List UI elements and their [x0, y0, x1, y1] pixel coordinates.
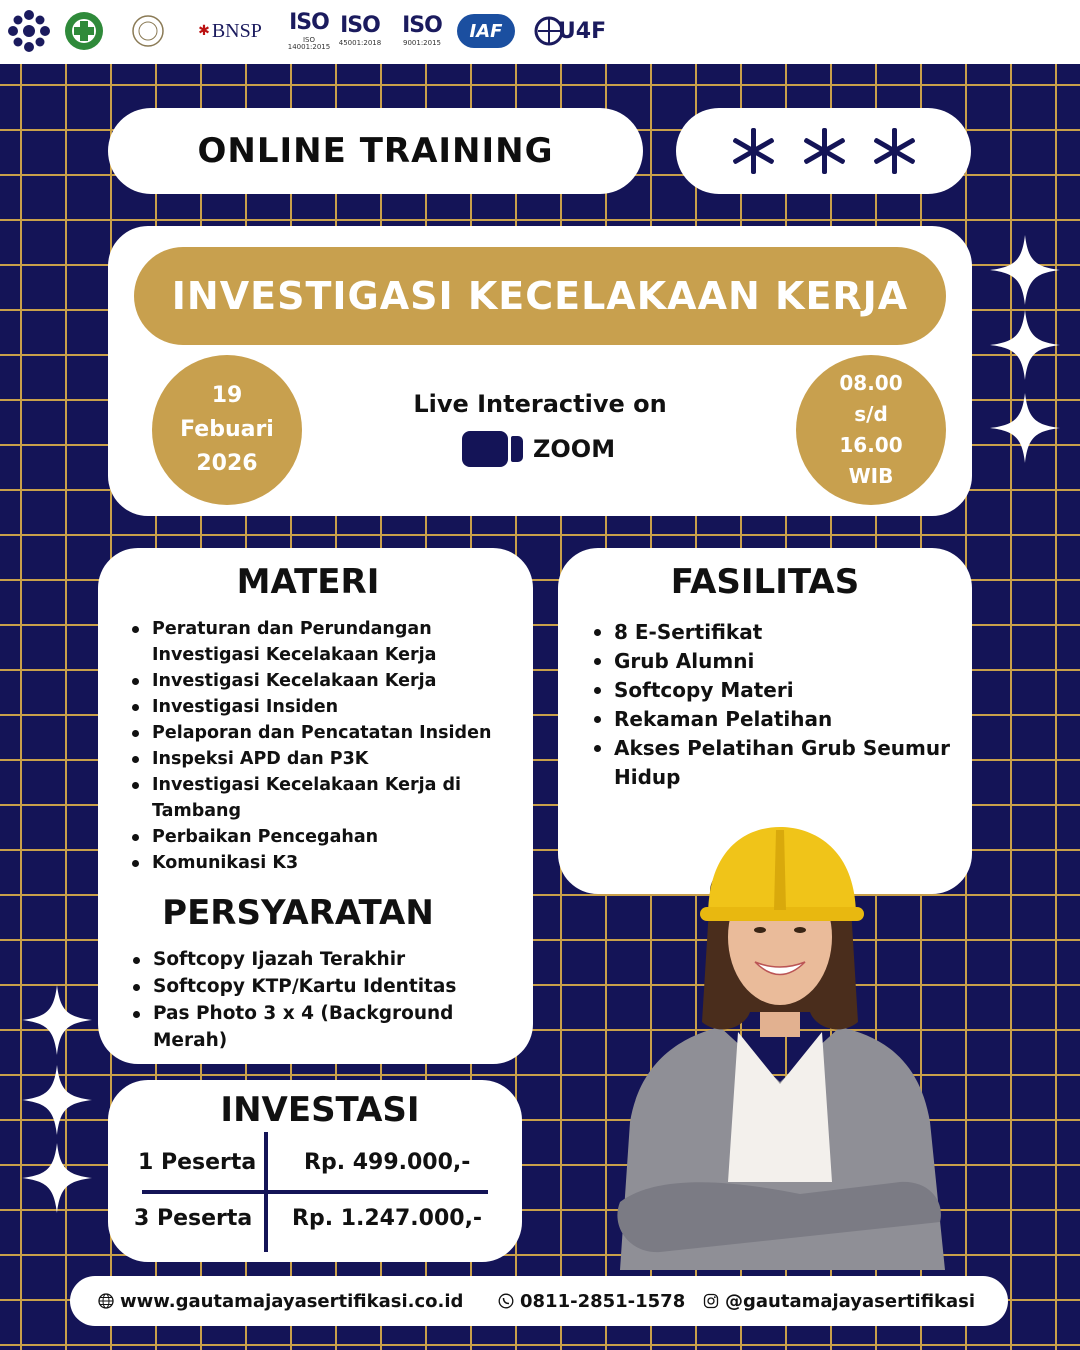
list-item: Rekaman Pelatihan	[592, 705, 952, 734]
materi-heading: MATERI	[236, 562, 380, 602]
website-link[interactable]: www.gautamajayasertifikasi.co.id	[98, 1291, 498, 1312]
list-item: Inspeksi APD dan P3K	[130, 746, 510, 772]
table-divider-horizontal	[142, 1190, 488, 1194]
materi-list	[130, 616, 510, 876]
list-item: Softcopy Ijazah Terakhir	[131, 946, 471, 973]
page-title: ONLINE TRAINING	[197, 131, 554, 171]
course-title: INVESTIGASI KECELAKAAN KERJA	[171, 274, 909, 318]
zoom-camera-icon	[462, 431, 508, 467]
whatsapp-icon	[498, 1293, 514, 1309]
sparkle-stars-right	[990, 235, 1060, 465]
list-item: Investigasi Kecelakaan Kerja di Tambang	[130, 772, 510, 824]
online-training-pill	[108, 108, 643, 194]
price-value-3: Rp. 1.247.000,-	[292, 1206, 483, 1231]
time-end: 16.00	[839, 433, 903, 457]
asterisk-icon	[730, 128, 776, 174]
list-item: Komunikasi K3	[130, 850, 510, 876]
globe-icon	[98, 1293, 114, 1309]
time-badge	[796, 355, 946, 505]
list-item: 8 E-Sertifikat	[592, 618, 952, 647]
list-item: Investigasi Kecelakaan Kerja	[130, 668, 510, 694]
list-item: Pelaporan dan Pencatatan Insiden	[130, 720, 510, 746]
iso-45001-logo: ISO 45001:2018	[338, 13, 382, 47]
fasilitas-heading: FASILITAS	[670, 562, 860, 602]
iso-9001-logo: ISO 9001:2015	[402, 13, 442, 47]
date-year: 2026	[196, 451, 258, 476]
time-zone: WIB	[848, 464, 894, 488]
list-item: Akses Pelatihan Grub Seumur Hidup	[592, 734, 952, 792]
u4f-logo: U4F	[530, 8, 610, 54]
date-month: Febuari	[180, 417, 274, 442]
investasi-heading: INVESTASI	[220, 1090, 420, 1130]
date-day: 19	[211, 383, 243, 408]
zoom-platform	[462, 430, 615, 468]
zoom-label: ZOOM	[533, 435, 616, 463]
sparkle-stars-left	[22, 985, 92, 1215]
fasilitas-list	[592, 618, 952, 792]
list-item: Peraturan dan Perundangan Investigasi Kecelakaan Kerja	[130, 616, 510, 668]
contact-footer	[70, 1276, 1008, 1326]
k3-cross-icon	[62, 8, 106, 54]
list-item: Perbaikan Pencegahan	[130, 824, 510, 850]
bnsp-logo: ✱ BNSP	[198, 19, 262, 42]
time-start: 08.00	[839, 371, 903, 395]
logo-bar	[0, 0, 1080, 64]
list-item: Grub Alumni	[592, 647, 952, 676]
time-separator: s/d	[854, 402, 888, 426]
iaf-logo: IAF	[456, 8, 516, 54]
asterisk-icon	[871, 128, 917, 174]
course-banner	[134, 247, 946, 345]
worker-photo	[600, 822, 960, 1270]
persyaratan-list	[131, 946, 471, 1054]
list-item: Pas Photo 3 x 4 (Background Merah)	[131, 1000, 471, 1054]
date-badge	[152, 355, 302, 505]
asterisk-icon	[801, 128, 847, 174]
price-label-3: 3 Peserta	[134, 1206, 253, 1231]
price-value-1: Rp. 499.000,-	[304, 1150, 471, 1175]
list-item: Softcopy Materi	[592, 676, 952, 705]
iso-14001-logo: ISO ISO 14001:2015	[287, 9, 331, 51]
instagram-icon	[703, 1293, 719, 1309]
instagram-link[interactable]: @gautamajayasertifikasi	[703, 1291, 975, 1312]
list-item: Investigasi Insiden	[130, 694, 510, 720]
asterisk-pill	[676, 108, 971, 194]
live-interactive-label: Live Interactive on	[413, 390, 667, 418]
seal-icon	[128, 8, 168, 54]
price-label-1: 1 Peserta	[138, 1150, 257, 1175]
persyaratan-heading: PERSYARATAN	[162, 893, 434, 933]
gear-hub-icon	[6, 8, 52, 54]
phone-link[interactable]: 0811-2851-1578	[498, 1291, 703, 1312]
list-item: Softcopy KTP/Kartu Identitas	[131, 973, 471, 1000]
